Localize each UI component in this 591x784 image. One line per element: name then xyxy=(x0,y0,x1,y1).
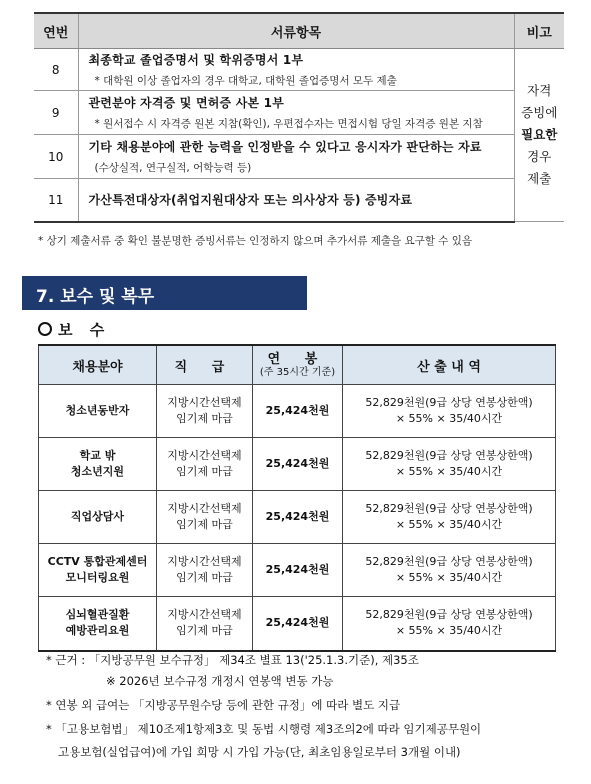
pay-position xyxy=(157,597,253,651)
note-line: 제출 xyxy=(527,171,552,186)
pay-position xyxy=(157,438,253,491)
table-row xyxy=(39,438,556,491)
pay-header-row xyxy=(39,345,556,385)
table-row xyxy=(34,179,564,222)
row-number: 8 xyxy=(34,49,78,91)
note-basis: * 근거 : 「지방공무원 보수규정」 제34조 별표 13('25.1.3.기준), 제35조 xyxy=(46,653,419,667)
section-banner xyxy=(22,276,307,310)
pay-position-line: 임기제 마급 xyxy=(176,624,233,638)
pay-position-line: 임기제 마급 xyxy=(176,412,233,425)
pay-calc xyxy=(343,385,556,438)
pay-calc xyxy=(343,597,556,651)
table-row xyxy=(39,385,556,438)
row-item-main: 관련분야 자격증 및 면허증 사본 1부 xyxy=(88,96,285,110)
table-row xyxy=(34,49,564,91)
row-item xyxy=(78,179,514,222)
pay-position xyxy=(157,385,253,438)
pay-field-line: 모니터링요원 xyxy=(65,571,130,584)
pay-field xyxy=(39,385,157,438)
pay-position-line: 임기제 마급 xyxy=(176,465,233,478)
row-item-sub: (수상실적, 연구실적, 어학능력 등) xyxy=(94,162,252,174)
row-item-main: 최종학교 졸업증명서 및 학위증명서 1부 xyxy=(88,53,304,67)
header-item: 서류항목 xyxy=(78,13,514,49)
header-position-text: 직 급 xyxy=(174,359,235,375)
note-insurance: * 「고용보험법」 제10조제1항제3호 및 동법 시행령 제3조의2에 따라 임기제공무원이 xyxy=(46,722,482,736)
pay-amount: 25,424천원 xyxy=(253,491,343,544)
sub-heading-text: 보 수 xyxy=(58,321,111,339)
pay-calc-line: × 55% × 35/40시간 xyxy=(395,624,503,638)
pay-field xyxy=(39,438,157,491)
note-insurance-cont: 고용보험(실업급여)에 가입 희망 시 가입 가능(단, 최초임용일로부터 3개월 이내) xyxy=(58,745,461,759)
pay-field-line: 심뇌혈관질환 xyxy=(65,608,130,622)
header-note: 비고 xyxy=(514,13,564,49)
documents-table xyxy=(34,12,564,223)
note-line: 증빙에 xyxy=(521,105,558,120)
pay-calc xyxy=(343,491,556,544)
pay-calc-line: 52,829천원(9급 상당 연봉상한액) xyxy=(365,555,533,568)
table-row xyxy=(39,491,556,544)
header-pay-sub: (주 35시간 기준) xyxy=(259,366,336,378)
row-number: 9 xyxy=(34,91,78,135)
pay-position-line: 임기제 마급 xyxy=(176,571,233,584)
pay-calc-line: × 55% × 35/40시간 xyxy=(395,571,503,584)
table-row xyxy=(39,597,556,651)
documents-header-row xyxy=(34,13,564,49)
header-pay xyxy=(253,345,343,385)
note-revision: ※ 2026년 보수규정 개정시 연봉액 변동 가능 xyxy=(106,674,334,688)
pay-position-line: 임기제 마급 xyxy=(176,518,233,531)
pay-calc-line: 52,829천원(9급 상당 연봉상한액) xyxy=(365,449,533,462)
row-note xyxy=(514,49,564,222)
note-allowance: * 연봉 외 급여는 「지방공무원수당 등에 관한 규정」에 따라 별도 지급 xyxy=(46,698,401,712)
pay-calc-line: × 55% × 35/40시간 xyxy=(395,412,503,425)
pay-calc xyxy=(343,438,556,491)
header-pay-text: 연 봉 xyxy=(267,351,328,367)
pay-amount: 25,424천원 xyxy=(253,597,343,651)
pay-position-line: 지방시간선택제 xyxy=(167,502,242,515)
pay-calc-line: 52,829천원(9급 상당 연봉상한액) xyxy=(365,608,533,622)
row-item xyxy=(78,91,514,135)
pay-field-line: 예방관리요원 xyxy=(65,624,130,638)
pay-amount: 25,424천원 xyxy=(253,385,343,438)
pay-calc-line: × 55% × 35/40시간 xyxy=(395,465,503,478)
pay-position-line: 지방시간선택제 xyxy=(167,449,242,462)
note-line: 자격 xyxy=(527,83,552,98)
pay-position xyxy=(157,544,253,597)
pay-calc-line: 52,829천원(9급 상당 연봉상한액) xyxy=(365,502,533,515)
row-number: 10 xyxy=(34,135,78,179)
section-title: 7. 보수 및 복무 xyxy=(36,287,155,307)
row-item-main: 기타 채용분야에 관한 능력을 인정받을 수 있다고 응시자가 판단하는 자료 xyxy=(88,140,482,154)
pay-field-line: 학교 밖 xyxy=(79,449,116,462)
row-number: 11 xyxy=(34,179,78,222)
header-no: 연번 xyxy=(34,13,78,49)
pay-calc-line: 52,829천원(9급 상당 연봉상한액) xyxy=(365,396,533,409)
row-item-main: 가산특전대상자(취업지원대상자 또는 의사상자 등) 증빙자료 xyxy=(88,193,413,208)
sub-heading xyxy=(38,319,110,340)
pay-calc xyxy=(343,544,556,597)
note-line: 필요한 xyxy=(521,127,558,142)
table-row xyxy=(34,135,564,179)
header-field: 채용분야 xyxy=(39,345,157,385)
pay-field-line: 직업상담사 xyxy=(70,510,125,523)
pay-field-line: CCTV 통합관제센터 xyxy=(47,555,148,568)
row-item xyxy=(78,49,514,91)
note-line: 경우 xyxy=(527,149,552,164)
pay-field-line: 청소년동반자 xyxy=(65,404,130,417)
pay-field-line: 청소년지원 xyxy=(70,465,125,478)
documents-footnote: * 상기 제출서류 중 확인 불분명한 증빙서류는 인정하지 않으며 추가서류 제출을 요구할 수 있음 xyxy=(38,235,473,247)
row-item-sub: * 대학원 이상 졸업자의 경우 대학교, 대학원 졸업증명서 모두 제출 xyxy=(94,75,397,87)
pay-amount: 25,424천원 xyxy=(253,438,343,491)
header-position xyxy=(157,345,253,385)
circle-bullet-icon xyxy=(38,322,52,336)
pay-position-line: 지방시간선택제 xyxy=(167,555,242,568)
pay-amount: 25,424천원 xyxy=(253,544,343,597)
pay-field xyxy=(39,491,157,544)
pay-calc-line: × 55% × 35/40시간 xyxy=(395,518,503,531)
pay-position-line: 지방시간선택제 xyxy=(167,608,242,622)
pay-table xyxy=(38,344,556,652)
header-calc: 산 출 내 역 xyxy=(343,345,556,385)
row-item xyxy=(78,135,514,179)
table-row xyxy=(39,544,556,597)
row-item-sub: * 원서접수 시 자격증 원본 지참(확인), 우편접수자는 면접시험 당일 자격증 원본 지참 xyxy=(94,118,483,130)
table-row xyxy=(34,91,564,135)
pay-position-line: 지방시간선택제 xyxy=(167,396,242,409)
pay-field xyxy=(39,544,157,597)
pay-field xyxy=(39,597,157,651)
pay-position xyxy=(157,491,253,544)
